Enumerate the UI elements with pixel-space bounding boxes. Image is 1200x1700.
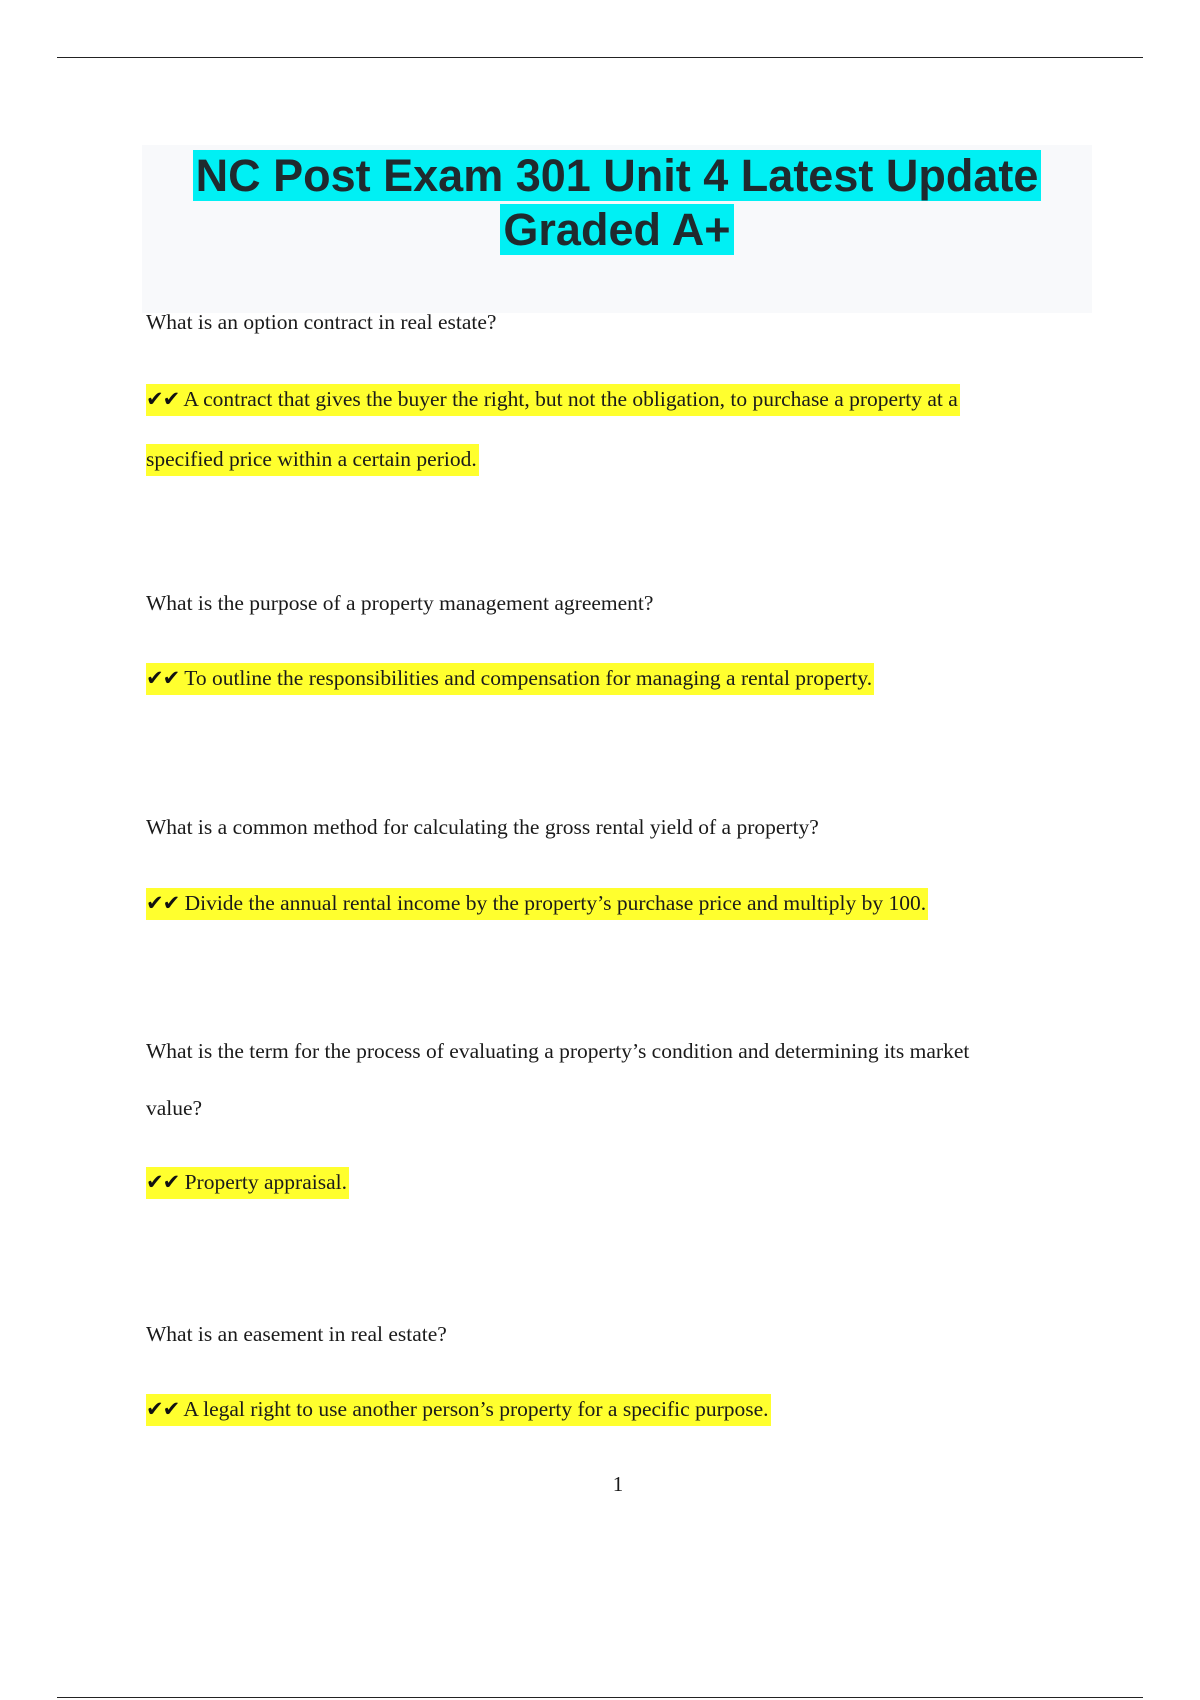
check-mark-icon: ✔✔	[146, 666, 180, 690]
title-block	[142, 145, 1092, 313]
question-text: What is an easement in real estate?	[146, 1322, 447, 1346]
check-mark-icon: ✔✔	[146, 1397, 180, 1421]
top-rule	[57, 57, 1143, 58]
question-text: value?	[146, 1096, 203, 1120]
answer-line: ✔✔ Property appraisal.	[146, 1170, 349, 1195]
check-mark-icon: ✔✔	[146, 891, 180, 915]
check-mark-icon: ✔✔	[146, 1170, 180, 1194]
answer-line: ✔✔ Divide the annual rental income by the property’s purchase price and multiply by 100.	[146, 891, 928, 916]
question-text: What is the purpose of a property management agreement?	[146, 591, 654, 615]
bottom-rule	[57, 1697, 1143, 1698]
check-mark-icon: ✔✔	[146, 387, 180, 411]
answer-line: ✔✔ A contract that gives the buyer the right, but not the obligation, to purchase a property at a	[146, 387, 960, 412]
document-title-line-1: NC Post Exam 301 Unit 4 Latest Update	[142, 149, 1092, 203]
answer-line: specified price within a certain period.	[146, 447, 479, 472]
answer-line: ✔✔ A legal right to use another person’s property for a specific purpose.	[146, 1397, 771, 1422]
document-title-line-2: Graded A+	[142, 203, 1092, 257]
page-number: 1	[612, 1472, 624, 1496]
answer-line: ✔✔ To outline the responsibilities and compensation for managing a rental property.	[146, 666, 874, 691]
question-text: What is a common method for calculating the gross rental yield of a property?	[146, 815, 819, 839]
question-text: What is the term for the process of evaluating a property’s condition and determining its market	[146, 1039, 970, 1063]
question-text: What is an option contract in real estate?	[146, 310, 497, 334]
